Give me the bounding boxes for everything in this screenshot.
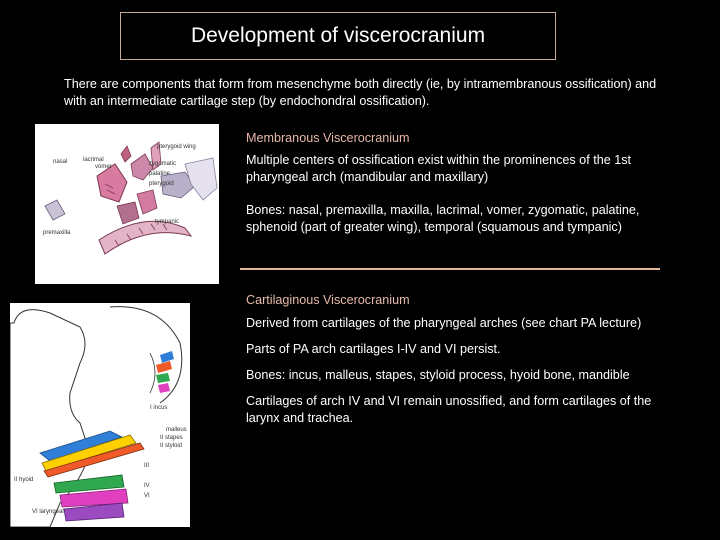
figure1-label: tympanic: [155, 219, 180, 225]
figure1-label: pterygoid wing: [157, 144, 196, 150]
slide-title: Development of viscerocranium: [190, 24, 486, 47]
cartilaginous-paragraph-3: Bones: incus, malleus, stapes, styloid process, hyoid bone, mandible: [246, 368, 630, 382]
figure1-label: palatine: [149, 171, 171, 177]
title-box: [120, 12, 556, 60]
figure1-label: zygomatic: [149, 161, 177, 167]
figure2-label: VI: [144, 493, 150, 499]
figure1-label: premaxilla: [43, 230, 71, 236]
cartilaginous-illustration: [10, 303, 190, 527]
cartilaginous-paragraph-4: Cartilages of arch IV and VI remain unossified, and form cartilages of the larynx and trachea.: [246, 394, 652, 425]
figure2-label: II hyoid: [14, 477, 34, 483]
membranous-heading: Membranous Viscerocranium: [246, 131, 410, 145]
cartilaginous-paragraph-2: Parts of PA arch cartilages I-IV and VI persist.: [246, 342, 501, 356]
membranous-paragraph-2: Bones: nasal, premaxilla, maxilla, lacrimal, vomer, zygomatic, palatine, sphenoid (part of greater wing), temporal (squamous and tympanic): [246, 203, 640, 234]
figure2-label: malleus: [166, 427, 187, 433]
figure2-label: II stapes: [160, 435, 183, 441]
figure2-label: VI laryngeal: [32, 509, 64, 515]
cartilaginous-heading: Cartilaginous Viscerocranium: [246, 293, 410, 307]
figure2-label: I incus: [150, 405, 168, 411]
figure2-label: II styloid: [160, 443, 183, 449]
figure2-label: III: [144, 463, 150, 469]
membranous-paragraph-1: Multiple centers of ossification exist within the prominences of the 1st pharyngeal arch (mandibular and maxillary): [246, 153, 631, 184]
membranous-figure: [35, 124, 219, 284]
figure1-label: vomer: [95, 164, 112, 170]
cartilaginous-figure: [10, 303, 190, 527]
cartilaginous-paragraph-1: Derived from cartilages of the pharyngeal arches (see chart PA lecture): [246, 316, 642, 330]
figure1-label: nasal: [53, 159, 68, 165]
figure1-label: lacrimal: [83, 157, 104, 163]
figure1-label: pterygoid: [149, 181, 174, 187]
intro-text: There are components that form from mesenchyme both directly (ie, by intramembranous ossification) and with an intermediate cartilage step (by endochondral ossification).: [64, 77, 657, 108]
figure2-label: IV: [144, 483, 150, 489]
section-divider: [240, 268, 660, 270]
